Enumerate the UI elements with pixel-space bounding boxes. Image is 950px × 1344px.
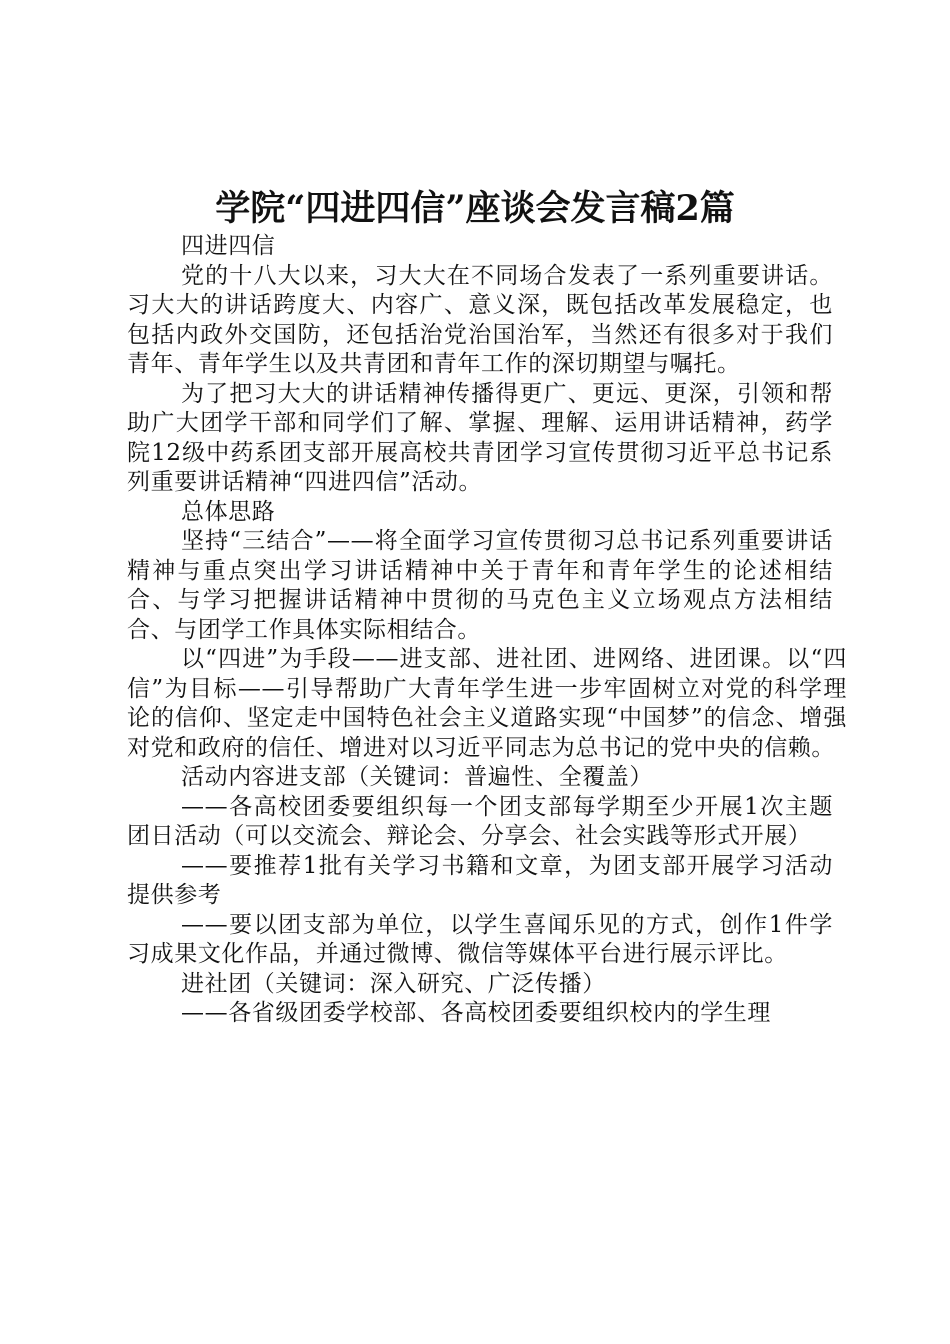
list-item-theme-activity: ——各高校团委要组织每一个团支部每学期至少开展1次主题团日活动（可以交流会、辩论会、分享会、社会实践等形式开展） [127,793,833,849]
section-heading-into-clubs: 进社团（关键词：深入研究、广泛传播） [181,970,606,997]
paragraph-intro: 党的十八大以来，习大大在不同场合发表了一系列重要讲话。习大大的讲话跨度大、内容广、意义深，既包括改革发展稳定，也包括内政外交国防，还包括治党治国治军，当然还有很多对于我们青年、青年学生以及共青团和青年工作的深切期望与嘱托。 [127,262,833,377]
paragraph-four-jin-four-xin: 以“四进”为手段——进支部、进社团、进网络、进团课。以“四信”为目标——引导帮助广大青年学生进一步牢固树立对党的科学理论的信仰、坚定走中国特色社会主义道路实现“中国梦”的信念、增强对党和政府的信任、增进对以习近平同志为总书记的党中央的信赖。 [127,646,847,761]
section-heading-overall-approach: 总体思路 [181,498,276,525]
paragraph-purpose: 为了把习大大的讲话精神传播得更广、更远、更深，引领和帮助广大团学干部和同学们了解、掌握、理解、运用讲话精神，药学院12级中药系团支部开展高校共青团学习宣传贯彻习近平总书记系列重要讲话精神“四进四信”活动。 [127,380,833,495]
section-heading-into-branch: 活动内容进支部（关键词：普遍性、全覆盖） [181,764,653,790]
list-item-cultural-works: ——要以团支部为单位，以学生喜闻乐见的方式，创作1件学习成果文化作品，并通过微博、微信等媒体平台进行展示评比。 [127,911,833,967]
document-body [127,232,847,1029]
list-item-recommend-books: ——要推荐1批有关学习书籍和文章，为团支部开展学习活动提供参考 [127,852,833,908]
section-heading-sijinsixin: 四进四信 [181,233,276,259]
list-item-student-theory: ——各省级团委学校部、各高校团委要组织校内的学生理 [181,1000,771,1026]
document-title: 学院“四进四信”座谈会发言稿2篇 [215,188,735,229]
paragraph-three-combinations: 坚持“三结合”——将全面学习宣传贯彻习总书记系列重要讲话精神与重点突出学习讲话精神中关于青年和青年学生的论述相结合、与学习把握讲话精神中贯彻的马克色主义立场观点方法相结合、与团学工作具体实际相结合。 [127,528,833,643]
